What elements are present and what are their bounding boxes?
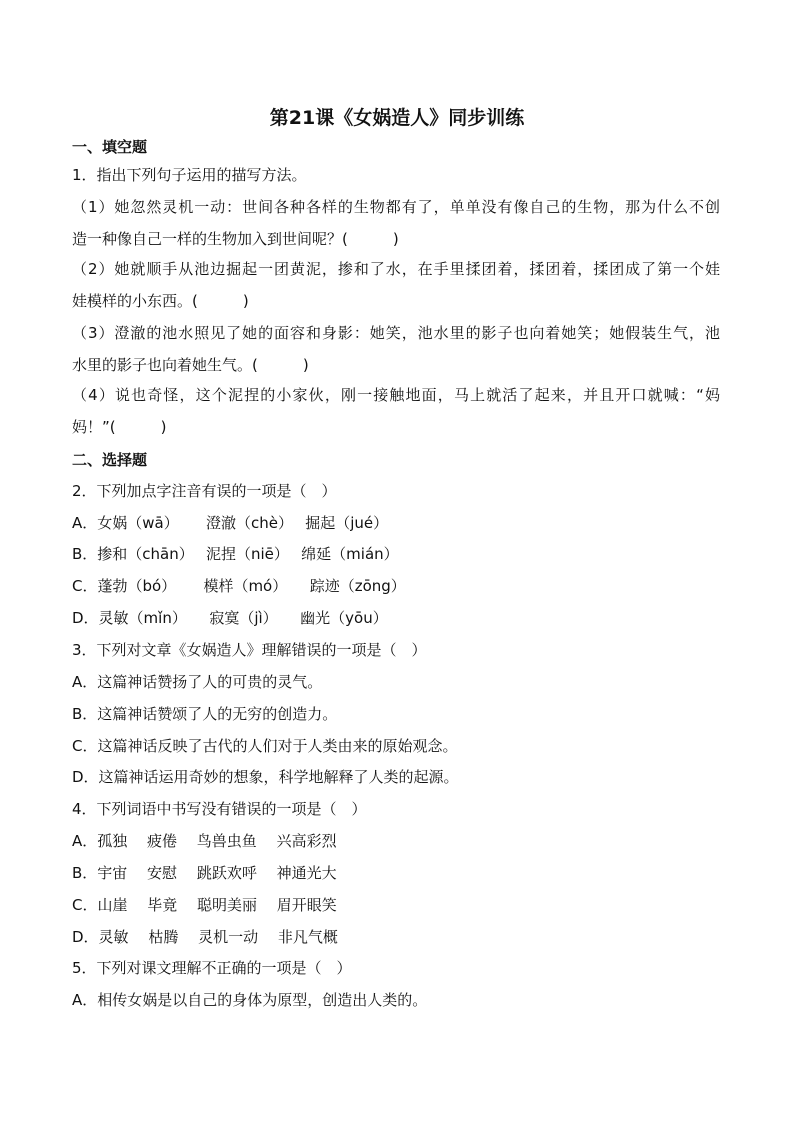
question-2-option-b: B．掺和（chān） 泥捏（niē） 绵延（mián） — [72, 545, 399, 563]
question-2-option-c: C．蓬勃（bó） 模样（mó） 踪迹（zōng） — [72, 577, 406, 595]
question-1-item-1-line-2: 造一种像自己一样的生物加入到世间呢？( ) — [72, 230, 399, 248]
question-1-item-4-line-1: （4）说也奇怪，这个泥捏的小家伙，刚一接触地面，马上就活了起来，并且开口就喊：“妈 — [72, 386, 720, 404]
question-1-item-2-line-2: 娃模样的小东西。( ) — [72, 292, 249, 310]
question-2-stem: 2．下列加点字注音有误的一项是（ ） — [72, 482, 337, 500]
page-title: 第21课《女娲造人》同步训练 — [269, 107, 525, 129]
question-1-item-2-line-1: （2）她就顺手从池边掘起一团黄泥，掺和了水，在手里揉团着，揉团着，揉团成了第一个娃 — [72, 260, 720, 278]
question-4-option-c: C．山崖 毕竟 聪明美丽 眉开眼笑 — [72, 896, 337, 914]
question-5-stem: 5．下列对课文理解不正确的一项是（ ） — [72, 959, 352, 977]
question-3-stem: 3．下列对文章《女娲造人》理解错误的一项是（ ） — [72, 641, 427, 659]
question-3-option-a: A．这篇神话赞扬了人的可贵的灵气。 — [72, 673, 323, 691]
question-4-option-b: B．宇宙 安慰 跳跃欢呼 神通光大 — [72, 864, 337, 882]
question-3-option-c: C．这篇神话反映了古代的人们对于人类由来的原始观念。 — [72, 737, 458, 755]
question-3-option-d: D．这篇神话运用奇妙的想象，科学地解释了人类的起源。 — [72, 768, 459, 786]
question-1-item-3-line-1: （3）澄澈的池水照见了她的面容和身影：她笑，池水里的影子也向着她笑；她假装生气，池 — [72, 324, 720, 342]
question-4-stem: 4．下列词语中书写没有错误的一项是（ ） — [72, 800, 367, 818]
question-2-option-a: A．女娲（wā） 澄澈（chè） 掘起（jué） — [72, 514, 389, 532]
question-2-option-d: D．灵敏（mǐn） 寂寞（jì） 幽光（yōu） — [72, 609, 388, 627]
section-heading-multiple-choice: 二、选择题 — [72, 451, 148, 469]
question-3-option-b: B．这篇神话赞颂了人的无穷的创造力。 — [72, 705, 338, 723]
question-1-item-1-line-1: （1）她忽然灵机一动：世间各种各样的生物都有了，单单没有像自己的生物，那为什么不创 — [72, 198, 720, 216]
question-1-stem: 1．指出下列句子运用的描写方法。 — [72, 166, 307, 184]
section-heading-fill-blank: 一、填空题 — [72, 138, 148, 156]
question-1-item-3-line-2: 水里的影子也向着她生气。( ) — [72, 356, 309, 374]
question-4-option-a: A．孤独 疲倦 鸟兽虫鱼 兴高彩烈 — [72, 832, 337, 850]
question-4-option-d: D．灵敏 枯腾 灵机一动 非凡气概 — [72, 928, 338, 946]
question-5-option-a: A．相传女娲是以自己的身体为原型，创造出人类的。 — [72, 991, 428, 1009]
question-1-item-4-line-2: 妈！”( ) — [72, 418, 167, 436]
